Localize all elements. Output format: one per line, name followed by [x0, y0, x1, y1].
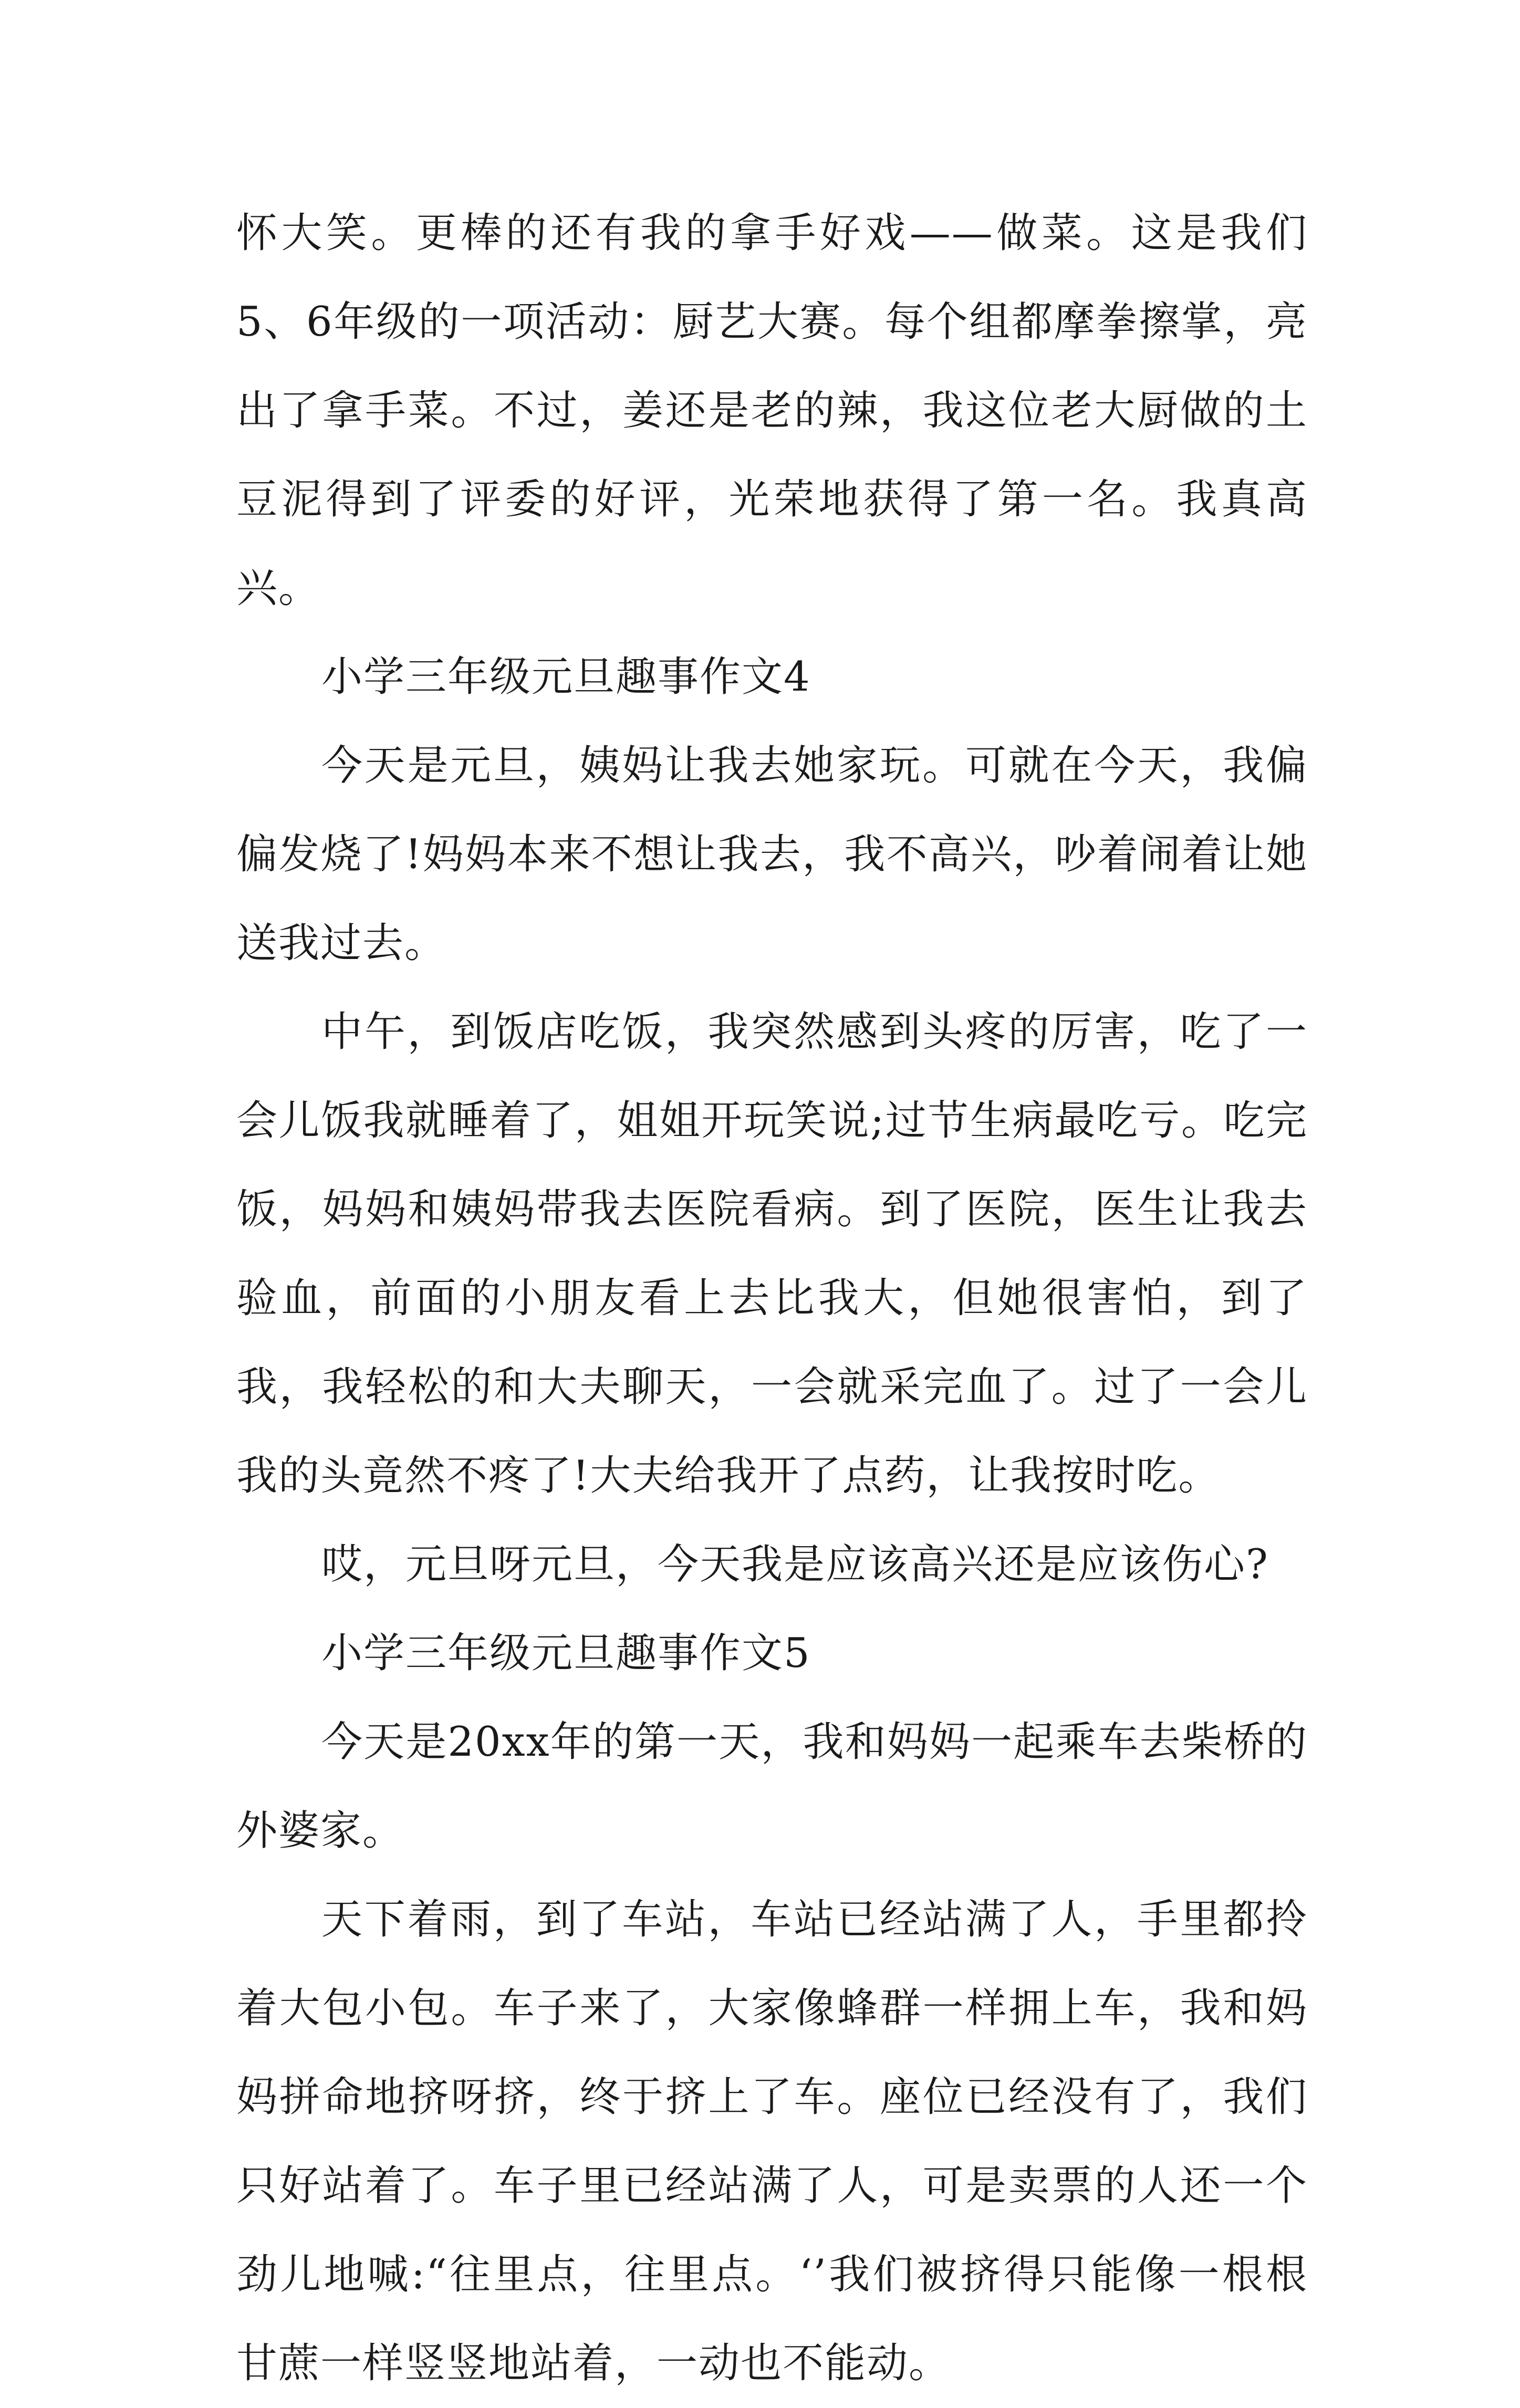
- paragraph: 中午，到饭店吃饭，我突然感到头疼的厉害，吃了一会儿饭我就睡着了，姐姐开玩笑说;过节生病最吃亏。吃完饭，妈妈和姨妈带我去医院看病。到了医院，医生让我去验血，前面的小朋友看上去比我大，但她很害怕，到了我，我轻松的和大夫聊天，一会就采完血了。过了一会儿我的头竟然不疼了!大夫给我开了点药，让我按时吃。: [236, 1008, 1308, 1499]
- section-heading-5: 小学三年级元旦趣事作文5: [321, 1630, 811, 1677]
- paragraph-continuation: 怀大笑。更棒的还有我的拿手好戏——做菜。这是我们5、6年级的一项活动：厨艺大赛。每个组都摩拳擦掌，亮出了拿手菜。不过，姜还是老的辣，我这位老大厨做的土豆泥得到了评委的好评，光荣地获得了第一名。我真高兴。: [236, 210, 1308, 612]
- paragraph: 今天是元旦，姨妈让我去她家玩。可就在今天，我偏偏发烧了!妈妈本来不想让我去，我不高兴，吵着闹着让她送我过去。: [236, 742, 1308, 967]
- paragraph: 天下着雨，到了车站，车站已经站满了人，手里都拎着大包小包。车子来了，大家像蜂群一样拥上车，我和妈妈拼命地挤呀挤，终于挤上了车。座位已经没有了，我们只好站着了。车子里已经站满了人，可是卖票的人还一个劲儿地喊:“往里点，往里点。‘’我们被挤得只能像一根根甘蔗一样竖竖地站着，一动也不能动。: [236, 1896, 1308, 2387]
- section-heading-4: 小学三年级元旦趣事作文4: [321, 653, 811, 701]
- paragraph: 今天是20xx年的第一天，我和妈妈一起乘车去柴桥的外婆家。: [236, 1718, 1308, 1854]
- article-body: [236, 189, 1308, 2408]
- paragraph: 哎，元旦呀元旦，今天我是应该高兴还是应该伤心?: [321, 1541, 1269, 1588]
